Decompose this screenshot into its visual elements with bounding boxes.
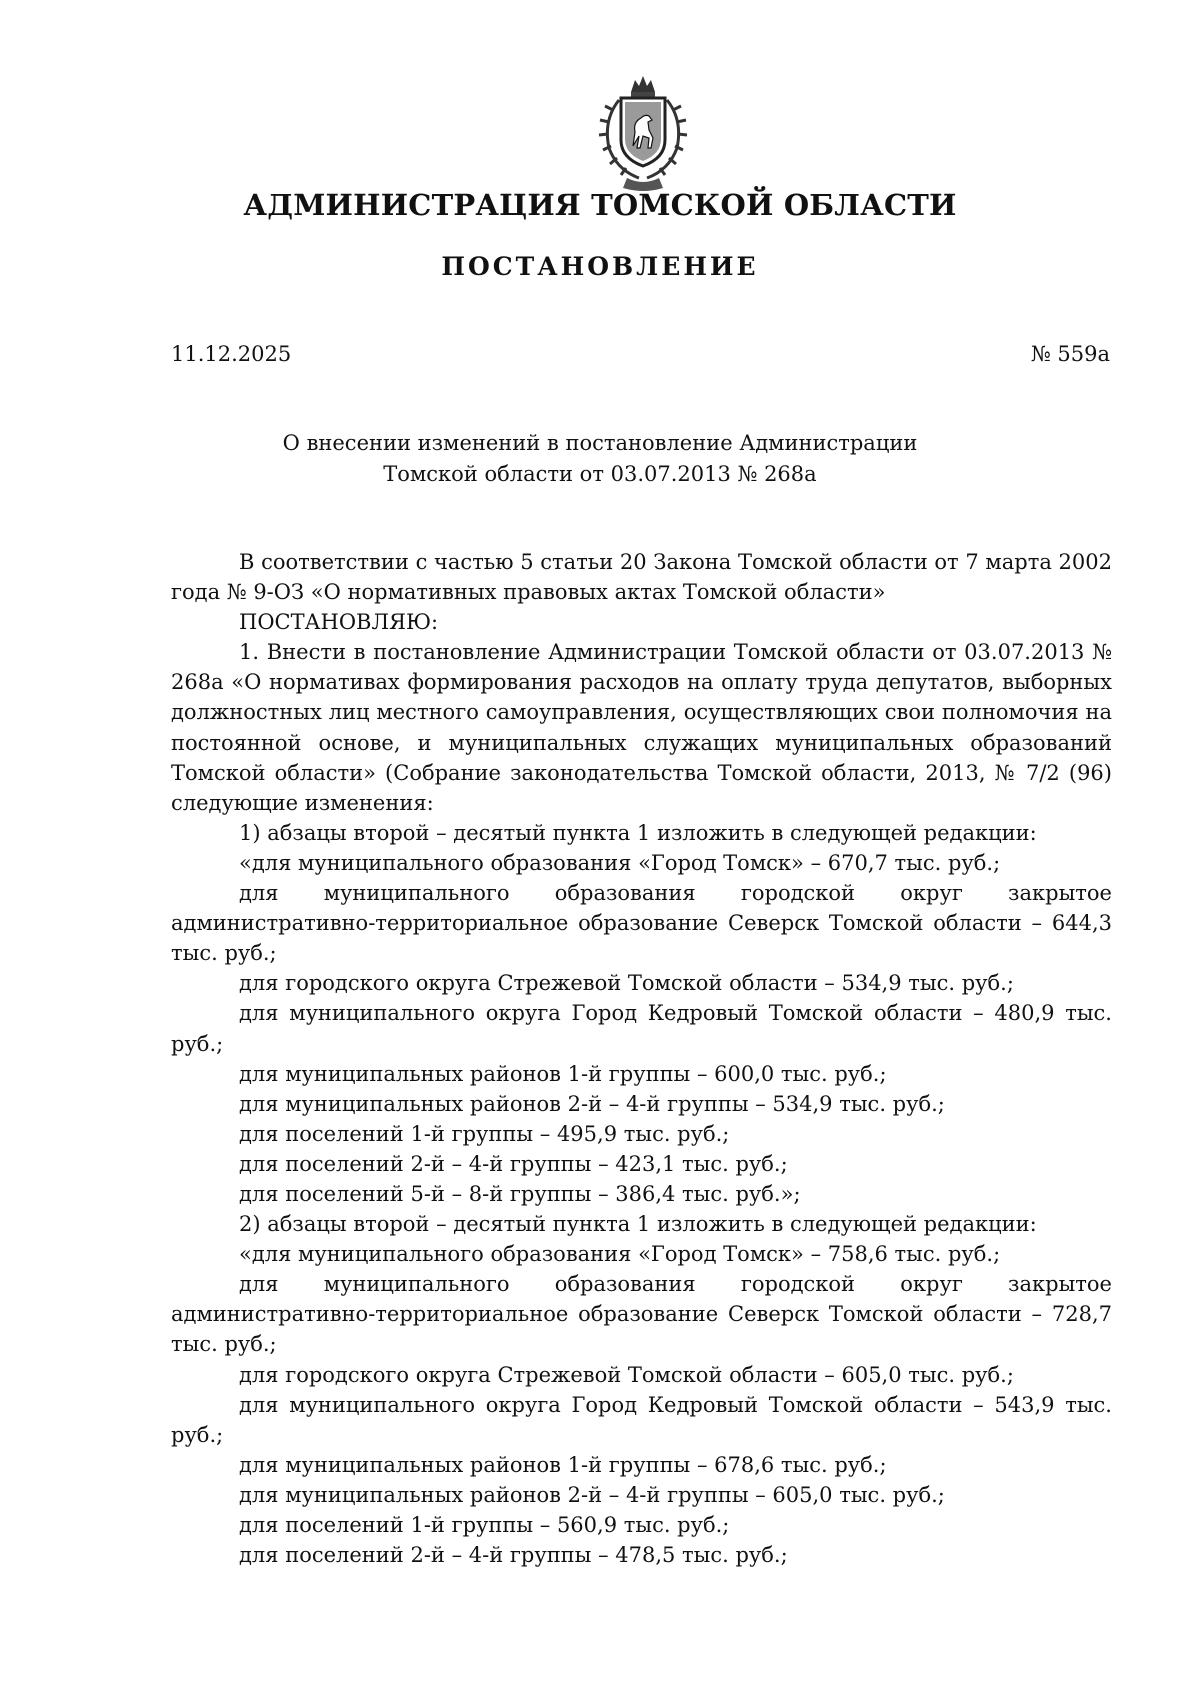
body-paragraph: 2) абзацы второй – десятый пункта 1 изложить в следующей редакции: <box>239 1212 1037 1237</box>
body-paragraph: для муниципального округа Город Кедровый Томской области – 543,9 тыс. руб.; <box>171 1392 1112 1447</box>
body-paragraph: 1. Внести в постановление Администрации Томской области от 03.07.2013 № 268а «О нормативах формирования расходов на оплату труда депутатов, выборных должностных лиц местного самоуправления, осуществляющих свои полномочия на постоянной основе, и муниципальных служащих муниципальных образований Томской области» (Собрание законодательства Томской области, 2013, № 7/2 (96) следующие изменения: <box>171 640 1112 815</box>
body-paragraph: для муниципального округа Город Кедровый Томской области – 480,9 тыс. руб.; <box>171 1001 1112 1056</box>
document-type-heading: ПОСТАНОВЛЕНИЕ <box>441 252 759 281</box>
body-paragraph: для поселений 1-й группы – 560,9 тыс. руб.; <box>239 1513 730 1537</box>
body-paragraph: для поселений 2-й – 4-й группы – 423,1 тыс. руб.; <box>239 1151 788 1176</box>
body-paragraph: ПОСТАНОВЛЯЮ: <box>239 610 439 635</box>
body-paragraph: для муниципальных районов 1-й группы – 678,6 тыс. руб.; <box>239 1452 887 1477</box>
body-paragraph: для муниципальных районов 2-й – 4-й группы – 534,9 тыс. руб.; <box>239 1091 945 1116</box>
document-body <box>171 547 1112 1570</box>
subject-line: Томской области от 03.07.2013 № 268а <box>383 462 817 486</box>
body-paragraph: «для муниципального образования «Город Томск» – 670,7 тыс. руб.; <box>239 850 1001 875</box>
body-paragraph: для поселений 5-й – 8-й группы – 386,4 тыс. руб.»; <box>239 1181 801 1206</box>
document-date: 11.12.2025 <box>171 342 292 366</box>
body-paragraph: для муниципального образования городской округ закрытое административно-территориальное образование Северск Томской области – 728,7 тыс. руб.; <box>171 1272 1112 1357</box>
body-paragraph: для городского округа Стрежевой Томской области – 534,9 тыс. руб.; <box>239 971 1014 996</box>
organization-title: АДМИНИСТРАЦИЯ ТОМСКОЙ ОБЛАСТИ <box>243 188 957 222</box>
document-subject <box>0 428 1200 490</box>
body-paragraph: В соответствии с частью 5 статьи 20 Закона Томской области от 7 марта 2002 года № 9-ОЗ «О нормативных правовых актах Томской области» <box>171 550 1112 605</box>
body-paragraph: для поселений 2-й – 4-й группы – 478,5 тыс. руб.; <box>239 1543 788 1568</box>
body-paragraph: для поселений 1-й группы – 495,9 тыс. руб.; <box>239 1121 730 1146</box>
body-paragraph: для муниципального образования городской округ закрытое административно-территориальное образование Северск Томской области – 644,3 тыс. руб.; <box>171 881 1112 966</box>
tomsk-coat-of-arms-icon <box>591 70 695 194</box>
body-paragraph: для городского округа Стрежевой Томской области – 605,0 тыс. руб.; <box>239 1362 1014 1387</box>
document-number: № 559а <box>1030 342 1110 366</box>
body-paragraph: 1) абзацы второй – десятый пункта 1 изложить в следующей редакции: <box>239 820 1037 845</box>
body-paragraph: для муниципальных районов 1-й группы – 600,0 тыс. руб.; <box>239 1061 887 1086</box>
body-paragraph: «для муниципального образования «Город Томск» – 758,6 тыс. руб.; <box>239 1242 1001 1267</box>
subject-line: О внесении изменений в постановление Администрации <box>282 431 918 455</box>
body-paragraph: для муниципальных районов 2-й – 4-й группы – 605,0 тыс. руб.; <box>239 1482 945 1507</box>
